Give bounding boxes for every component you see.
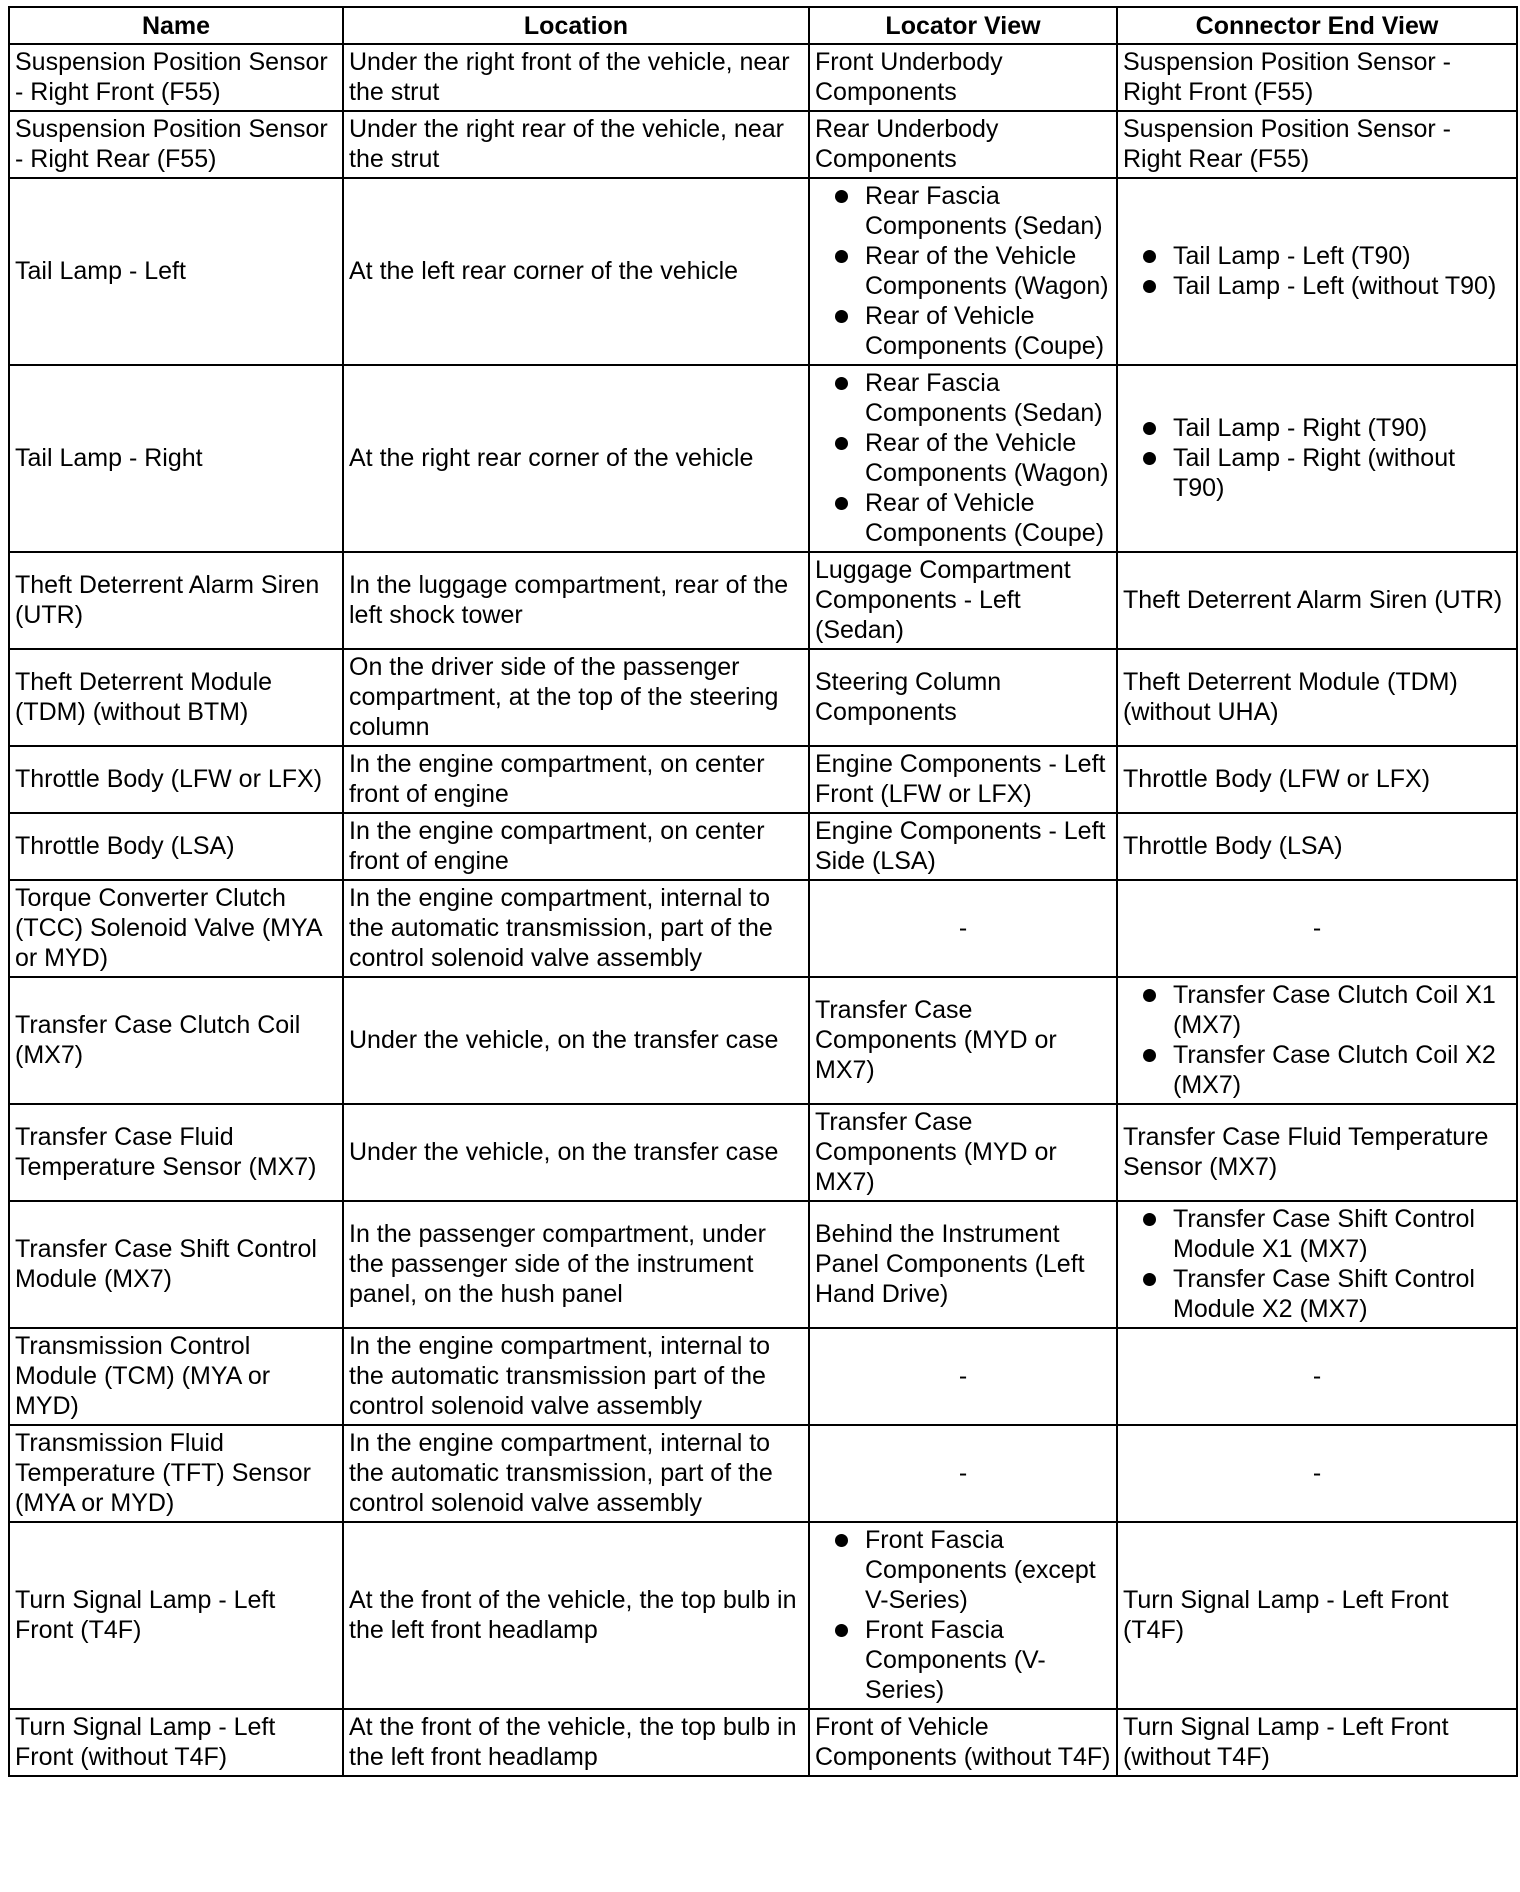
bullet-text: Front Fascia Components (V-Series) [865, 1616, 1046, 1704]
locator-text: Transfer Case Components (MYD or MX7) [815, 1108, 1057, 1196]
cell-connector-end-view [1117, 880, 1517, 977]
connector-text: Throttle Body (LFW or LFX) [1123, 765, 1431, 793]
cell-connector-end-view [1117, 1104, 1517, 1201]
bullet-text: Rear of the Vehicle Components (Wagon) [865, 242, 1109, 300]
cell-locator-view [809, 1425, 1117, 1522]
bullet-text: Tail Lamp - Left (T90) [1173, 242, 1411, 270]
cell-name: Turn Signal Lamp - Left Front (without T4F) [9, 1709, 343, 1776]
cell-locator-view [809, 880, 1117, 977]
bullet-icon [835, 1534, 848, 1547]
cell-connector-end-view [1117, 111, 1517, 178]
cell-locator-view [809, 111, 1117, 178]
cell-locator-view [809, 1522, 1117, 1709]
locator-text: Rear Underbody Components [815, 115, 999, 173]
header-name: Name [9, 7, 343, 44]
table-row [9, 880, 1517, 977]
locator-bullet-list [815, 181, 1111, 361]
cell-location: Under the vehicle, on the transfer case [343, 977, 809, 1104]
bullet-icon [1143, 422, 1156, 435]
cell-location: On the driver side of the passenger compartment, at the top of the steering column [343, 649, 809, 746]
cell-name: Theft Deterrent Alarm Siren (UTR) [9, 552, 343, 649]
cell-location: At the front of the vehicle, the top bulb in the left front headlamp [343, 1522, 809, 1709]
cell-location: In the engine compartment, on center front of engine [343, 746, 809, 813]
bullet-text: Rear of Vehicle Components (Coupe) [865, 489, 1105, 547]
bullet-item [1123, 1264, 1511, 1324]
cell-location: In the engine compartment, internal to the automatic transmission, part of the control solenoid valve assembly [343, 880, 809, 977]
table-row [9, 44, 1517, 111]
bullet-text: Rear of the Vehicle Components (Wagon) [865, 429, 1109, 487]
cell-locator-view [809, 178, 1117, 365]
table-row [9, 365, 1517, 552]
bullet-text: Transfer Case Clutch Coil X1 (MX7) [1173, 981, 1496, 1039]
locator-text: Behind the Instrument Panel Components (Left Hand Drive) [815, 1220, 1085, 1308]
connector-bullet-list [1123, 1204, 1511, 1324]
connector-text: Transfer Case Fluid Temperature Sensor (MX7) [1123, 1123, 1489, 1181]
connector-text: Theft Deterrent Alarm Siren (UTR) [1123, 586, 1503, 614]
table-row [9, 649, 1517, 746]
locator-text: Engine Components - Left Side (LSA) [815, 817, 1106, 875]
connector-text: Suspension Position Sensor - Right Front (F55) [1123, 48, 1451, 106]
bullet-text: Transfer Case Shift Control Module X2 (MX7) [1173, 1265, 1475, 1323]
bullet-icon [1143, 452, 1156, 465]
cell-name: Suspension Position Sensor - Right Front (F55) [9, 44, 343, 111]
cell-locator-view [809, 813, 1117, 880]
cell-name: Transmission Control Module (TCM) (MYA or MYD) [9, 1328, 343, 1425]
table-row [9, 813, 1517, 880]
cell-location: At the right rear corner of the vehicle [343, 365, 809, 552]
cell-name: Tail Lamp - Left [9, 178, 343, 365]
cell-connector-end-view [1117, 44, 1517, 111]
locator-text: Steering Column Components [815, 668, 1002, 726]
cell-location: Under the right front of the vehicle, near the strut [343, 44, 809, 111]
header-connector-end-view: Connector End View [1117, 7, 1517, 44]
bullet-icon [1143, 1049, 1156, 1062]
cell-connector-end-view [1117, 649, 1517, 746]
cell-locator-view [809, 1328, 1117, 1425]
cell-location: At the front of the vehicle, the top bulb in the left front headlamp [343, 1709, 809, 1776]
cell-connector-end-view [1117, 365, 1517, 552]
table-row [9, 1522, 1517, 1709]
cell-connector-end-view [1117, 746, 1517, 813]
bullet-item [1123, 1040, 1511, 1100]
table-row [9, 552, 1517, 649]
cell-locator-view [809, 977, 1117, 1104]
cell-location: In the luggage compartment, rear of the left shock tower [343, 552, 809, 649]
bullet-text: Front Fascia Components (except V-Series) [865, 1526, 1096, 1614]
table-row [9, 746, 1517, 813]
bullet-item [1123, 980, 1511, 1040]
cell-locator-view [809, 1709, 1117, 1776]
cell-connector-end-view [1117, 813, 1517, 880]
connector-text: Throttle Body (LSA) [1123, 832, 1343, 860]
header-locator-view: Locator View [809, 7, 1117, 44]
cell-name: Transfer Case Shift Control Module (MX7) [9, 1201, 343, 1328]
bullet-icon [835, 437, 848, 450]
cell-location: Under the vehicle, on the transfer case [343, 1104, 809, 1201]
cell-name: Transfer Case Clutch Coil (MX7) [9, 977, 343, 1104]
bullet-item [1123, 413, 1511, 443]
table-row [9, 1709, 1517, 1776]
bullet-text: Tail Lamp - Right (without T90) [1173, 444, 1456, 502]
bullet-icon [835, 190, 848, 203]
bullet-item [1123, 1204, 1511, 1264]
bullet-item [1123, 241, 1511, 271]
table-row [9, 1104, 1517, 1201]
connector-bullet-list [1123, 413, 1511, 503]
bullet-icon [835, 377, 848, 390]
cell-name: Theft Deterrent Module (TDM) (without BTM) [9, 649, 343, 746]
bullet-item [1123, 271, 1511, 301]
locator-text: Luggage Compartment Components - Left (Sedan) [815, 556, 1071, 644]
table-row [9, 1425, 1517, 1522]
bullet-icon [835, 497, 848, 510]
locator-text: Front Underbody Components [815, 48, 1003, 106]
bullet-item [815, 428, 1111, 488]
connector-text: Suspension Position Sensor - Right Rear (F55) [1123, 115, 1451, 173]
bullet-text: Tail Lamp - Left (without T90) [1173, 272, 1497, 300]
cell-name: Torque Converter Clutch (TCC) Solenoid Valve (MYA or MYD) [9, 880, 343, 977]
empty-value-dash: - [958, 1362, 968, 1390]
bullet-icon [1143, 1273, 1156, 1286]
locator-text: Front of Vehicle Components (without T4F) [815, 1713, 1111, 1771]
bullet-item [815, 181, 1111, 241]
bullet-item [815, 241, 1111, 301]
cell-connector-end-view [1117, 1709, 1517, 1776]
bullet-icon [1143, 1213, 1156, 1226]
cell-locator-view [809, 44, 1117, 111]
table-row [9, 1201, 1517, 1328]
cell-location: Under the right rear of the vehicle, near the strut [343, 111, 809, 178]
cell-locator-view [809, 365, 1117, 552]
table-row [9, 178, 1517, 365]
bullet-icon [835, 310, 848, 323]
cell-name: Transfer Case Fluid Temperature Sensor (MX7) [9, 1104, 343, 1201]
cell-connector-end-view [1117, 1522, 1517, 1709]
bullet-icon [835, 1624, 848, 1637]
bullet-item [815, 488, 1111, 548]
cell-location: In the engine compartment, internal to the automatic transmission part of the control solenoid valve assembly [343, 1328, 809, 1425]
table-row [9, 977, 1517, 1104]
bullet-text: Rear Fascia Components (Sedan) [865, 182, 1103, 240]
bullet-item [815, 1615, 1111, 1705]
cell-locator-view [809, 1201, 1117, 1328]
bullet-text: Rear Fascia Components (Sedan) [865, 369, 1103, 427]
connector-text: Theft Deterrent Module (TDM) (without UHA) [1123, 668, 1458, 726]
cell-locator-view [809, 649, 1117, 746]
empty-value-dash: - [958, 1459, 968, 1487]
bullet-item [1123, 443, 1511, 503]
locator-text: Transfer Case Components (MYD or MX7) [815, 996, 1057, 1084]
bullet-item [815, 1525, 1111, 1615]
cell-name: Turn Signal Lamp - Left Front (T4F) [9, 1522, 343, 1709]
bullet-text: Transfer Case Shift Control Module X1 (MX7) [1173, 1205, 1475, 1263]
cell-name: Tail Lamp - Right [9, 365, 343, 552]
bullet-text: Tail Lamp - Right (T90) [1173, 414, 1428, 442]
locator-bullet-list [815, 1525, 1111, 1705]
cell-location: In the engine compartment, internal to the automatic transmission, part of the control solenoid valve assembly [343, 1425, 809, 1522]
table-row [9, 1328, 1517, 1425]
cell-name: Suspension Position Sensor - Right Rear (F55) [9, 111, 343, 178]
empty-value-dash: - [958, 914, 968, 942]
cell-connector-end-view [1117, 977, 1517, 1104]
bullet-item [815, 301, 1111, 361]
connector-text: Turn Signal Lamp - Left Front (without T4F) [1123, 1713, 1449, 1771]
header-row [9, 7, 1517, 44]
cell-connector-end-view [1117, 1425, 1517, 1522]
bullet-icon [835, 250, 848, 263]
header-location: Location [343, 7, 809, 44]
connector-text: Turn Signal Lamp - Left Front (T4F) [1123, 1586, 1449, 1644]
cell-location: At the left rear corner of the vehicle [343, 178, 809, 365]
cell-name: Throttle Body (LFW or LFX) [9, 746, 343, 813]
cell-name: Throttle Body (LSA) [9, 813, 343, 880]
cell-connector-end-view [1117, 178, 1517, 365]
bullet-icon [1143, 250, 1156, 263]
locator-bullet-list [815, 368, 1111, 548]
cell-name: Transmission Fluid Temperature (TFT) Sensor (MYA or MYD) [9, 1425, 343, 1522]
cell-locator-view [809, 1104, 1117, 1201]
bullet-text: Rear of Vehicle Components (Coupe) [865, 302, 1105, 360]
bullet-icon [1143, 989, 1156, 1002]
bullet-text: Transfer Case Clutch Coil X2 (MX7) [1173, 1041, 1496, 1099]
empty-value-dash: - [1312, 1459, 1322, 1487]
connector-bullet-list [1123, 241, 1511, 301]
cell-location: In the engine compartment, on center front of engine [343, 813, 809, 880]
locator-text: Engine Components - Left Front (LFW or LFX) [815, 750, 1106, 808]
empty-value-dash: - [1312, 914, 1322, 942]
connector-bullet-list [1123, 980, 1511, 1100]
component-location-table [8, 6, 1518, 1777]
cell-locator-view [809, 552, 1117, 649]
empty-value-dash: - [1312, 1362, 1322, 1390]
table-body [9, 44, 1517, 1776]
cell-locator-view [809, 746, 1117, 813]
cell-location: In the passenger compartment, under the passenger side of the instrument panel, on the hush panel [343, 1201, 809, 1328]
bullet-item [815, 368, 1111, 428]
cell-connector-end-view [1117, 1328, 1517, 1425]
cell-connector-end-view [1117, 552, 1517, 649]
bullet-icon [1143, 280, 1156, 293]
table-row [9, 111, 1517, 178]
cell-connector-end-view [1117, 1201, 1517, 1328]
